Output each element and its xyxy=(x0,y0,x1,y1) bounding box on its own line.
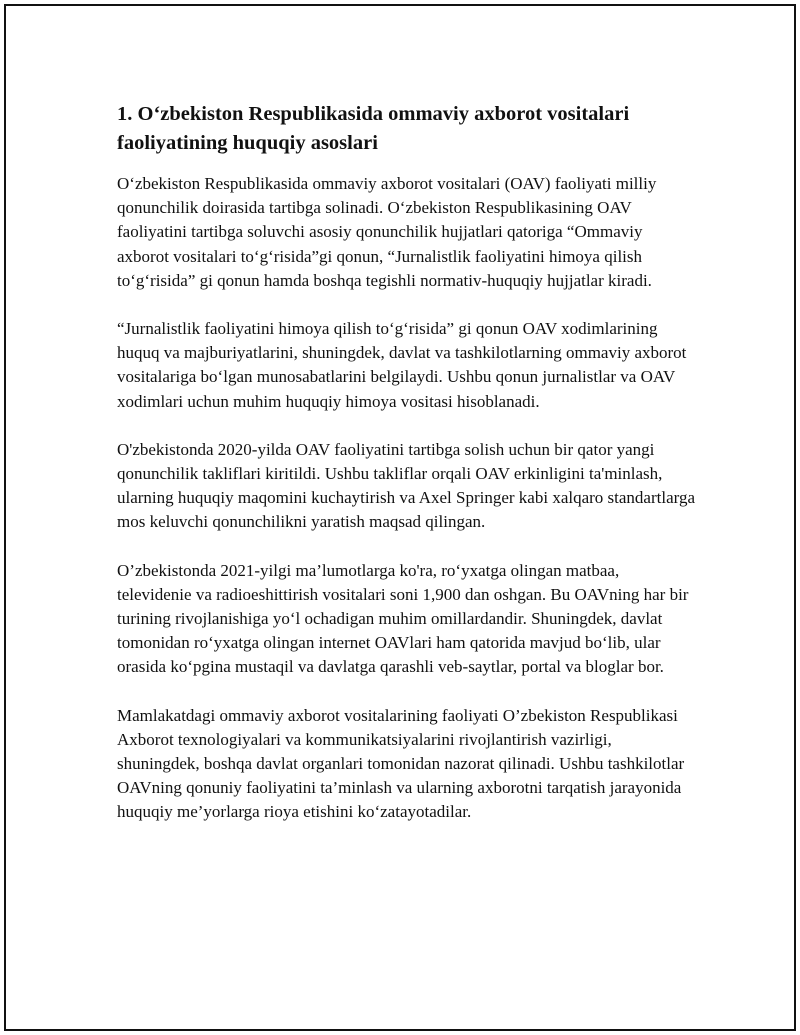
paragraph-2020-proposals: O'zbekistonda 2020-yilda OAV faoliyatini tartibga solish uchun bir qator yangi qonunchilik takliflari kiritildi. Ushbu takliflar orqali OAV erkinligini ta'minlash, ularning huquqiy maqomini kuchaytirish va Axel Springer kabi xalqaro standartlarga mos keluvchi qonunchilikni yaratish maqsad qilingan. xyxy=(117,439,696,532)
paragraph-oversight: Mamlakatdagi ommaviy axborot vositalarining faoliyati O’zbekiston Respublikasi Axborot texnologiyalari va kommunikatsiyalarini rivojlantirish vazirligi, shuningdek, boshqa davlat organlari tomonidan nazorat qilinadi. Ushbu tashkilotlar OAVning qonuniy faoliyatini ta’minlash va ularning axborotni tarqatish jarayonida huquqiy me’yorlarga rioya etishini ko‘zatayotadilar. xyxy=(117,705,685,822)
paragraph-journalist-protection-law: “Jurnalistlik faoliyatini himoya qilish to‘g‘risida” gi qonun OAV xodimlarining huquq va majburiyatlarini, shuningdek, davlat va tashkilotlarning ommaviy axborot vositalariga bo‘lgan munosabatlarini belgilaydi. Ushbu qonun jurnalistlar va OAV xodimlari uchun muhim huquqiy himoya vositasi hisoblanadi. xyxy=(117,319,687,411)
section-heading: 1. O‘zbekiston Respublikasida ommaviy axborot vositalari faoliyatining huquqiy asoslari xyxy=(117,103,630,154)
paragraph-2021-statistics: O’zbekistonda 2021-yilgi ma’lumotlarga ko'ra, ro‘yxatga olingan matbaa, televidenie va radioeshittirish vositalari soni 1,900 dan oshgan. Bu OAVning har bir turining rivojlanishiga yo‘l ochadigan muhim omillardandir. Shuningdek, davlat tomonidan ro‘yxatga olingan internet OAVlari ham qatorida mavjud bo‘lib, ular orasida ko‘pgina mustaqil va davlatga qarashli veb-saytlar, portal va bloglar bor. xyxy=(117,560,689,677)
paragraph-legal-basis: O‘zbekiston Respublikasida ommaviy axborot vositalari (OAV) faoliyati milliy qonunchilik doirasida tartibga solinadi. O‘zbekiston Respublikasining OAV faoliyatini tartibga soluvchi asosiy qonunchilik hujjatlari qatoriga “Ommaviy axborot vositalari to‘g‘risida”gi qonun, “Jurnalistlik faoliyatini himoya qilish to‘g‘risida” gi qonun hamda boshqa tegishli normativ-huquqiy hujjatlar kiradi. xyxy=(117,174,657,290)
document-content xyxy=(117,100,697,825)
page-frame xyxy=(4,4,796,1031)
